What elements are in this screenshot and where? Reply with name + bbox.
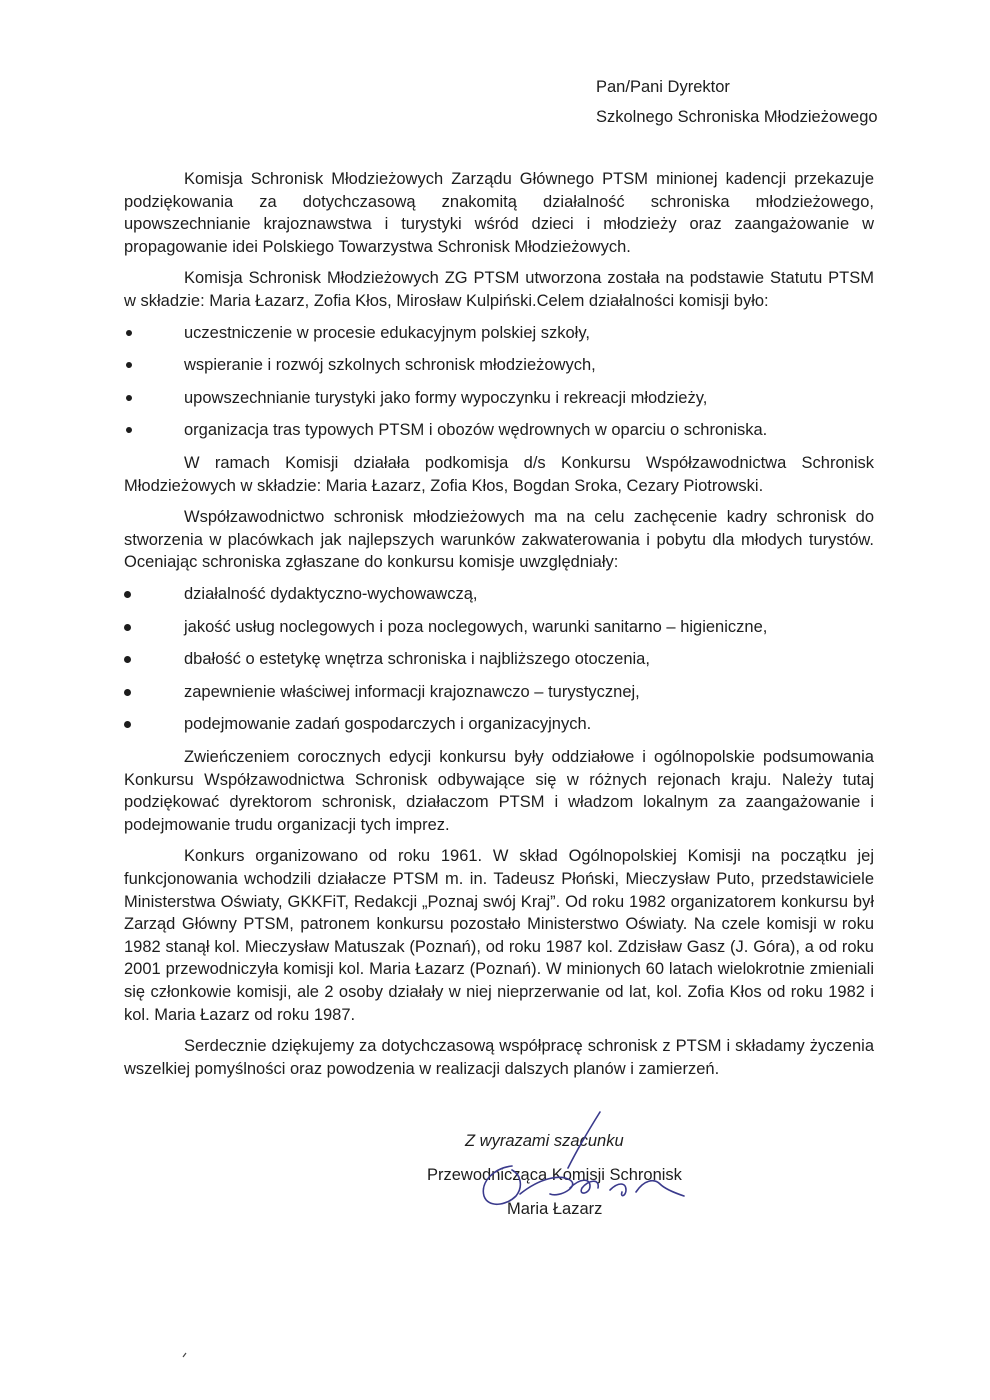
list-item	[124, 419, 874, 445]
criteria-list	[124, 583, 874, 739]
list-item	[124, 681, 874, 714]
bullet-icon	[126, 330, 132, 336]
letter-body	[124, 168, 874, 1089]
bullet-icon	[124, 624, 131, 631]
list-item-text: uczestniczenie w procesie edukacyjnym polskiej szkoły,	[184, 323, 590, 342]
bullet-icon	[126, 362, 132, 368]
list-item	[124, 387, 874, 420]
list-item	[124, 648, 874, 681]
list-item-text: wspieranie i rozwój szkolnych schronisk młodzieżowych,	[184, 356, 596, 375]
bullet-icon	[124, 689, 131, 696]
paragraph-closing-thanks: Serdecznie dziękujemy za dotychczasową współpracę schronisk z PTSM i składamy życzenia wszelkiej pomyślności oraz powodzenia w realizacji dalszych planów i zamierzeń.	[124, 1037, 874, 1078]
list-item-text: podejmowanie zadań gospodarczych i organizacyjnych.	[184, 715, 592, 734]
paragraph-subcommission: W ramach Komisji działała podkomisja d/s Konkursu Współzawodnictwa Schronisk Młodzieżowych w składzie: Maria Łazarz, Zofia Kłos, Bogdan Sroka, Cezary Piotrowski.	[124, 454, 874, 495]
bullet-icon	[124, 721, 131, 728]
signatory-role: Przewodnicząca Komisji Schronisk	[427, 1166, 682, 1184]
list-item	[124, 713, 874, 739]
list-item-text: upowszechnianie turystyki jako formy wypoczynku i rekreacji młodzieży,	[184, 388, 708, 407]
addressee-line-2: Szkolnego Schroniska Młodzieżowego	[596, 108, 878, 126]
addressee-line-1: Pan/Pani Dyrektor	[596, 78, 730, 96]
list-item-text: działalność dydaktyczno-wychowawczą,	[184, 585, 478, 604]
list-item	[124, 616, 874, 649]
goals-list	[124, 322, 874, 446]
list-item-text: organizacja tras typowych PTSM i obozów wędrownych w oparciu o schroniska.	[184, 421, 768, 440]
bullet-icon	[124, 591, 131, 598]
paragraph-competition-goal: Współzawodnictwo schronisk młodzieżowych ma na celu zachęcenie kadry schronisk do stworzenia w placówkach jak najlepszych warunków zakwaterowania i pobytu dla młodych turystów. Oceniając schroniska zgłaszane do konkursu komisje uwzględniały:	[124, 508, 874, 572]
bullet-icon	[126, 395, 132, 401]
signatory-name: Maria Łazarz	[507, 1200, 603, 1218]
handwritten-signature	[450, 1108, 690, 1218]
stray-mark	[182, 1352, 188, 1358]
list-item	[124, 322, 874, 355]
paragraph-commission: Komisja Schronisk Młodzieżowych ZG PTSM utworzona została na podstawie Statutu PTSM w składzie: Maria Łazarz, Zofia Kłos, Mirosław Kulpiński.Celem działalności komisji było:	[124, 269, 874, 310]
paragraph-summaries: Zwieńczeniem corocznych edycji konkursu były oddziałowe i ogólnopolskie podsumowania Konkursu Współzawodnictwa Schronisk odbywające się w różnych rejonach kraju. Należy tutaj podziękować dyrektorom schronisk, działaczom PTSM i władzom lokalnym za zaangażowanie i podejmowanie trudu organizacji tych imprez.	[124, 748, 874, 834]
addressee-block	[596, 72, 878, 132]
list-item-text: jakość usług noclegowych i poza noclegowych, warunki sanitarno – higieniczne,	[184, 617, 768, 636]
bullet-icon	[126, 427, 132, 433]
closing-regards: Z wyrazami szacunku	[465, 1132, 624, 1150]
list-item-text: zapewnienie właściwej informacji krajoznawczo – turystycznej,	[184, 682, 640, 701]
list-item	[124, 583, 874, 616]
bullet-icon	[124, 656, 131, 663]
paragraph-history: Konkurs organizowano od roku 1961. W skład Ogólnopolskiej Komisji na początku jej funkcjonowania wchodzili działacze PTSM m. in. Tadeusz Płoński, Mieczysław Puto, przedstawiciele Ministerstwa Oświaty, GKKFiT, Redakcji „Poznaj swój Kraj”. Od roku 1982 organizatorem konkursu był Zarząd Główny PTSM, patronem konkursu pozostało Ministerstwo Oświaty. Na czele komisji w roku 1982 stanął kol. Mieczysław Matuszak (Poznań), od roku 1987 kol. Zdzisław Gasz (J. Góra), a od roku 2001 przewodniczyła komisji kol. Maria Łazarz (Poznań). W minionych 60 latach wielokrotnie zmieniali się członkowie komisji, ale 2 osoby działały w niej nieprzerwanie od lat, kol. Zofia Kłos od roku 1982 i kol. Maria Łazarz od roku 1987.	[124, 847, 874, 1024]
paragraph-thanks: Komisja Schronisk Młodzieżowych Zarządu Głównego PTSM minionej kadencji przekazuje podziękowania za dotychczasową znakomitą działalność schroniska młodzieżowego, upowszechnianie krajoznawstwa i turystyki wśród dzieci i młodzieży oraz zaangażowanie w propagowanie idei Polskiego Towarzystwa Schronisk Młodzieżowych.	[124, 170, 874, 256]
list-item-text: dbałość o estetykę wnętrza schroniska i najbliższego otoczenia,	[184, 650, 650, 669]
list-item	[124, 354, 874, 387]
